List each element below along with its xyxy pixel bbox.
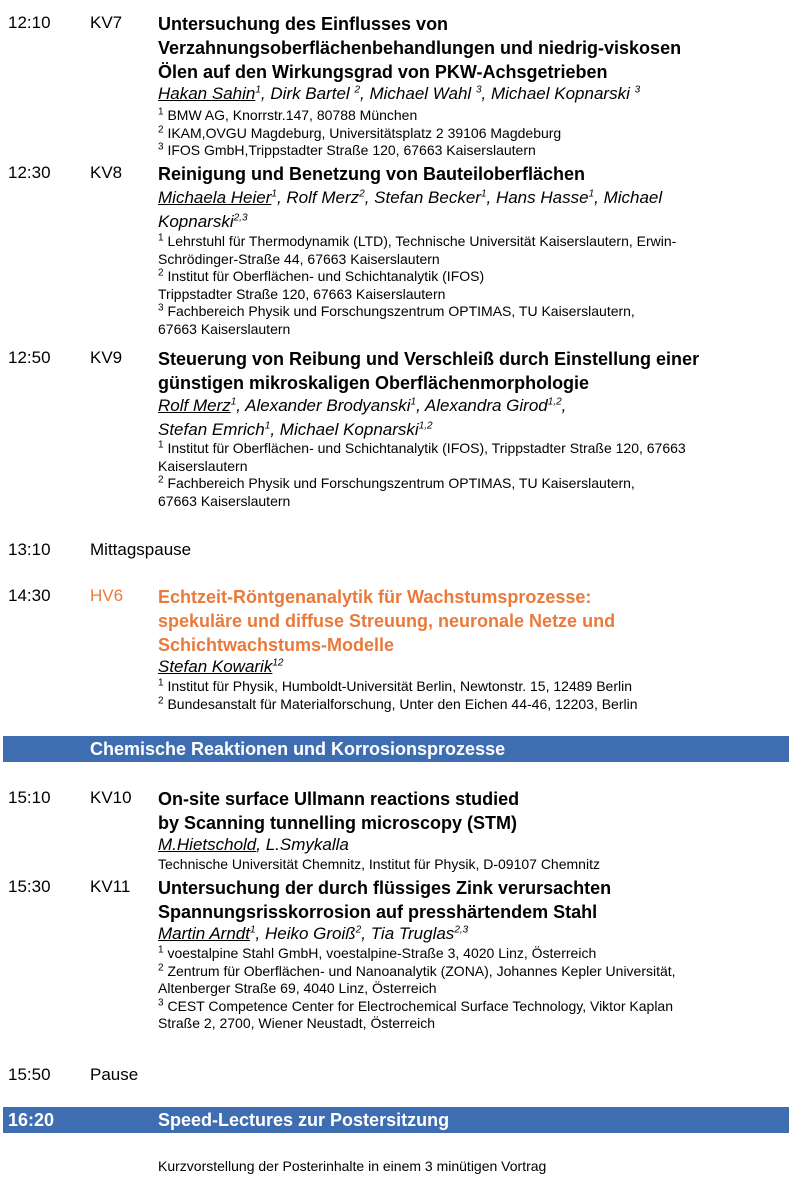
lunch-time: 13:10: [8, 540, 51, 559]
hv6-affiliations: [158, 678, 788, 713]
kv9-affiliations: [158, 440, 788, 510]
author: Alexander Brodyanski: [245, 396, 411, 415]
kv9-authors: Rolf Merz$^1$, Alexander Brodyanski$^1$, Alexandra Girod$^{1,2}$, Stefan Emrich$^1$, Michael Kopnarski$^{1,2}$: [158, 396, 567, 439]
kv10-code: KV10: [90, 788, 132, 807]
kv7-code: KV7: [90, 13, 123, 32]
author: Tia Truglas: [370, 924, 455, 943]
author: Heiko Groiß: [264, 924, 356, 943]
hv6-time: 14:30: [8, 586, 51, 605]
author: L.Smykalla: [265, 835, 349, 854]
presenting-author: Stefan Kowarik: [158, 657, 273, 676]
pause-time: 15:50: [8, 1065, 51, 1084]
kv7-time: 12:10: [8, 13, 51, 32]
presenting-author: Hakan Sahin: [158, 84, 256, 103]
presenting-author: M.Hietschold: [158, 835, 257, 854]
kv8-code: KV8: [90, 163, 123, 182]
hv6-title-line: spekuläre und diffuse Streuung, neuronale Netze und: [158, 611, 616, 631]
author: Dirk Bartel: [270, 84, 350, 103]
affiliation: $^3$ CEST Competence Center for Electrochemical Surface Technology, Viktor Kaplan: [158, 996, 674, 1014]
affiliation-cont: Trippstadter Straße 120, 67663 Kaiserslautern: [158, 285, 446, 302]
author: Alexandra Girod: [424, 396, 548, 415]
affiliation-cont: 67663 Kaiserslautern: [158, 492, 291, 509]
presenting-author: Martin Arndt: [158, 924, 250, 943]
affiliation: $^3$ IFOS GmbH,Trippstadter Straße 120, 67663 Kaiserslautern: [158, 141, 536, 158]
author: Hans Hasse: [495, 188, 589, 207]
author: Rolf Merz: [286, 188, 360, 207]
speed-lectures-description: Kurzvorstellung der Posterinhalte in einem 3 minütigen Vortrag: [158, 1158, 547, 1174]
affiliation: $^2$ Fachbereich Physik und Forschungszentrum OPTIMAS, TU Kaiserslautern,: [158, 474, 635, 491]
affiliation: $^2$ Institut für Oberflächen- und Schichtanalytik (IFOS): [158, 267, 485, 284]
affiliation-cont: 67663 Kaiserslautern: [158, 320, 291, 337]
affiliation-cont: Straße 2, 2700, Wiener Neustadt, Österreich: [158, 1015, 436, 1031]
author: Michael: [603, 188, 663, 207]
hv6-authors: Stefan Kowarik$^{12}$: [158, 657, 284, 676]
kv8-title: Reinigung und Benetzung von Bauteiloberflächen: [158, 164, 586, 184]
affiliation: $^2$ IKAM,OVGU Magdeburg, Universitätsplatz 2 39106 Magdeburg: [158, 123, 562, 141]
section-title: Speed-Lectures zur Postersitzung: [158, 1110, 450, 1130]
kv9-time: 12:50: [8, 348, 51, 367]
presenting-author: Rolf Merz: [158, 396, 231, 415]
kv7-title-line: Ölen auf den Wirkungsgrad von PKW-Achsgetrieben: [158, 62, 608, 82]
section-title: Chemische Reaktionen und Korrosionsprozesse: [90, 739, 506, 759]
affiliation: $^1$ voestalpine Stahl GmbH, voestalpine-Straße 3, 4020 Linz, Österreich: [158, 944, 597, 961]
kv11-affiliations: [158, 945, 788, 1033]
author: Michael Kopnarski: [279, 420, 419, 439]
affiliation-cont: Schrödinger-Straße 44, 67663 Kaiserslautern: [158, 250, 440, 267]
hv6-title: [158, 585, 788, 657]
affiliation: $^1$ Institut für Oberflächen- und Schichtanalytik (IFOS), Trippstadter Straße 120, 67663: [158, 439, 686, 456]
author: Michael Kopnarski: [490, 84, 630, 103]
affiliation: $^1$ Lehrstuhl für Thermodynamik (LTD), Technische Universität Kaiserslautern, Erwin-: [158, 232, 677, 249]
kv9-title-line: günstigen mikroskaligen Oberflächenmorphologie: [158, 373, 590, 393]
affiliation: $^1$ Institut für Physik, Humboldt-Universität Berlin, Newtonstr. 15, 12489 Berlin: [158, 677, 632, 694]
kv9-title-line: Steuerung von Reibung und Verschleiß durch Einstellung einer: [158, 349, 700, 369]
affiliation: $^3$ Fachbereich Physik und Forschungszentrum OPTIMAS, TU Kaiserslautern,: [158, 302, 635, 319]
kv11-title-line: Spannungsrisskorrosion auf presshärtendem Stahl: [158, 902, 598, 922]
kv7-authors: Hakan Sahin$^1$, Dirk Bartel $^2$, Michael Wahl $^3$, Michael Kopnarski $^3$: [158, 84, 641, 103]
kv7-affiliations: [158, 107, 788, 160]
affiliation-cont: Kaiserslautern: [158, 457, 248, 474]
kv8-affiliations: [158, 233, 788, 338]
affiliation: $^1$ BMW AG, Knorrstr.147, 80788 München: [158, 106, 418, 123]
affiliation: $^2$ Zentrum für Oberflächen- und Nanoanalytik (ZONA), Johannes Kepler Universität,: [158, 961, 676, 979]
kv11-title-line: Untersuchung der durch flüssiges Zink verursachten: [158, 878, 612, 898]
hv6-title-line: Echtzeit-Röntgenanalytik für Wachstumsprozesse:: [158, 587, 592, 607]
author: Stefan Emrich: [158, 420, 265, 439]
kv11-time: 15:30: [8, 877, 51, 896]
author: Stefan Becker: [374, 188, 481, 207]
kv8-time: 12:30: [8, 163, 51, 182]
kv10-affiliation: Technische Universität Chemnitz, Institut für Physik, D-09107 Chemnitz: [158, 856, 600, 872]
kv7-title: [158, 12, 788, 84]
presenting-author: Michaela Heier: [158, 188, 272, 207]
kv10-title: [158, 787, 788, 835]
kv8-authors: Michaela Heier$^1$, Rolf Merz$^2$, Stefan Becker$^1$, Hans Hasse$^1$, Michael Kopnarski$^{2,3}$: [158, 188, 663, 231]
author: Kopnarski: [158, 212, 234, 231]
author: Michael Wahl: [369, 84, 472, 103]
section-time: 16:20: [8, 1110, 55, 1130]
kv9-title: [158, 347, 788, 395]
kv9-code: KV9: [90, 348, 123, 367]
hv6-code: HV6: [90, 586, 124, 605]
kv7-title-line: Untersuchung des Einflusses von: [158, 14, 449, 34]
lunch-label: Mittagspause: [90, 540, 192, 559]
kv11-title: [158, 876, 788, 924]
affiliation-cont: Altenberger Straße 69, 4040 Linz, Österreich: [158, 980, 437, 996]
pause-label: Pause: [90, 1065, 139, 1084]
kv11-authors: Martin Arndt$^1$, Heiko Groiß$^2$, Tia Truglas$^{2,3}$: [158, 924, 469, 943]
section-header: [3, 736, 789, 762]
hv6-title-line: Schichtwachstums-Modelle: [158, 635, 395, 655]
kv11-code: KV11: [90, 877, 131, 896]
affiliation: $^2$ Bundesanstalt für Materialforschung, Unter den Eichen 44-46, 12203, Berlin: [158, 694, 638, 712]
kv10-title-line: by Scanning tunnelling microscopy (STM): [158, 813, 518, 833]
kv10-time: 15:10: [8, 788, 51, 807]
kv10-authors: M.Hietschold, L.Smykalla: [158, 835, 349, 854]
kv10-title-line: On-site surface Ullmann reactions studied: [158, 789, 520, 809]
speed-lectures-header: [3, 1107, 789, 1133]
kv7-title-line: Verzahnungsoberflächenbehandlungen und niedrig-viskosen: [158, 38, 682, 58]
